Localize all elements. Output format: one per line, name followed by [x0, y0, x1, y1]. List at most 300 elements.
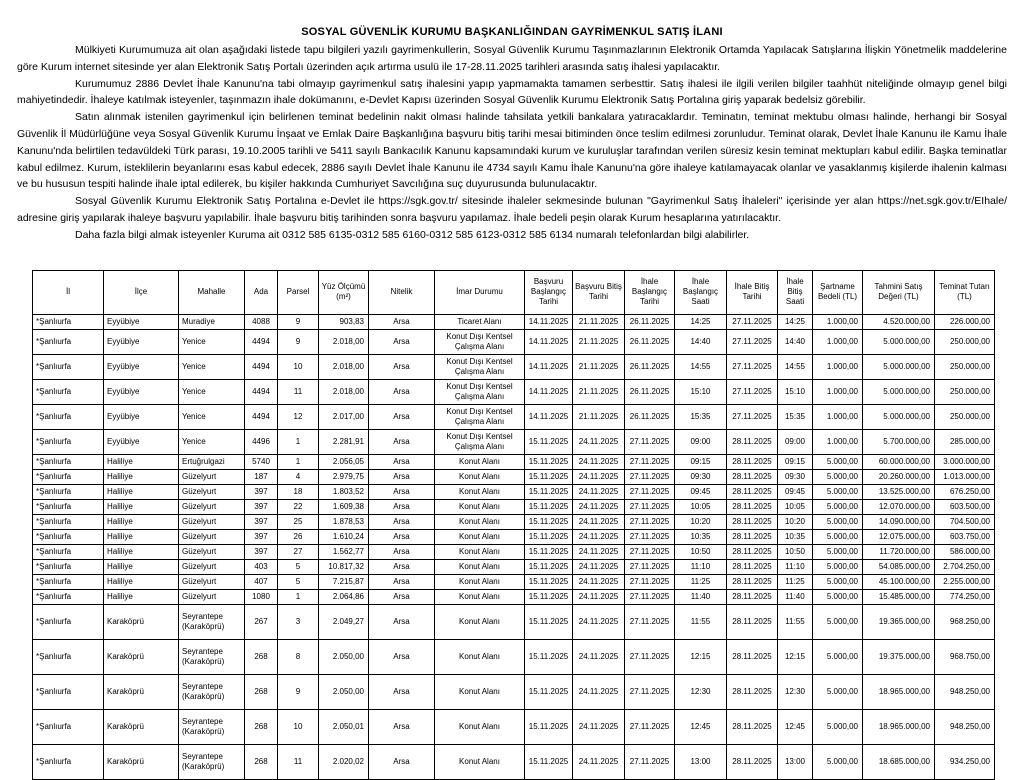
table-cell: 27	[278, 544, 319, 559]
table-cell: 27.11.2025	[727, 379, 778, 404]
table-cell: 268	[245, 674, 278, 709]
table-cell: Yenice	[179, 329, 245, 354]
table-cell: 5.000,00	[813, 559, 863, 574]
table-cell: 187	[245, 469, 278, 484]
table-cell: 397	[245, 544, 278, 559]
table-cell: 28.11.2025	[727, 709, 778, 744]
table-row	[33, 404, 995, 429]
table-cell: *Şanlıurfa	[33, 559, 104, 574]
table-cell: 704.500,00	[935, 514, 995, 529]
table-cell: 26.11.2025	[625, 379, 675, 404]
table-cell: 12.075.000,00	[863, 529, 935, 544]
table-cell: 1	[278, 454, 319, 469]
table-cell: Güzelyurt	[179, 559, 245, 574]
table-cell: 15.11.2025	[525, 499, 573, 514]
table-cell: 27.11.2025	[625, 709, 675, 744]
table-cell: Arsa	[369, 404, 435, 429]
table-cell: 285.000,00	[935, 429, 995, 454]
table-cell: 21.11.2025	[573, 404, 625, 429]
table-cell: Güzelyurt	[179, 514, 245, 529]
table-cell: Arsa	[369, 484, 435, 499]
table-cell: 5.000.000,00	[863, 354, 935, 379]
table-cell: 28.11.2025	[727, 544, 778, 559]
table-cell: 5.000.000,00	[863, 404, 935, 429]
table-cell: 15.11.2025	[525, 604, 573, 639]
table-cell: 27.11.2025	[625, 589, 675, 604]
table-cell: 28.11.2025	[727, 574, 778, 589]
table-cell: 268	[245, 709, 278, 744]
table-cell: 774.250,00	[935, 589, 995, 604]
table-cell: Konut Alanı	[435, 544, 525, 559]
table-cell: 10:05	[675, 499, 727, 514]
table-cell: 10:20	[778, 514, 813, 529]
table-cell: 18.685.000,00	[863, 744, 935, 779]
table-cell: 27.11.2025	[625, 529, 675, 544]
col-header-parsel: Parsel	[278, 270, 319, 314]
table-cell: 13:00	[675, 744, 727, 779]
table-cell: *Şanlıurfa	[33, 484, 104, 499]
table-cell: *Şanlıurfa	[33, 329, 104, 354]
table-cell: 24.11.2025	[573, 574, 625, 589]
table-cell: 15.11.2025	[525, 514, 573, 529]
table-cell: 1.803,52	[319, 484, 369, 499]
table-cell: 19.365.000,00	[863, 604, 935, 639]
table-cell: 15.11.2025	[525, 469, 573, 484]
table-cell: 21.11.2025	[573, 329, 625, 354]
table-cell: 4	[278, 469, 319, 484]
table-cell: 27.11.2025	[625, 544, 675, 559]
table-cell: 26.11.2025	[625, 404, 675, 429]
table-cell: 28.11.2025	[727, 529, 778, 544]
table-cell: 24.11.2025	[573, 639, 625, 674]
table-cell: *Şanlıurfa	[33, 744, 104, 779]
table-cell: *Şanlıurfa	[33, 529, 104, 544]
table-cell: 9	[278, 329, 319, 354]
table-cell: Güzelyurt	[179, 499, 245, 514]
table-cell: Arsa	[369, 674, 435, 709]
table-cell: 14:40	[778, 329, 813, 354]
table-row	[33, 514, 995, 529]
table-cell: 11:10	[778, 559, 813, 574]
table-cell: 9	[278, 674, 319, 709]
table-cell: Haliliye	[104, 514, 179, 529]
table-row	[33, 744, 995, 779]
table-cell: *Şanlıurfa	[33, 379, 104, 404]
table-cell: 4494	[245, 329, 278, 354]
table-cell: 14:25	[778, 314, 813, 329]
table-cell: Haliliye	[104, 529, 179, 544]
table-cell: 09:00	[675, 429, 727, 454]
table-cell: 24.11.2025	[573, 589, 625, 604]
table-cell: Arsa	[369, 499, 435, 514]
col-header-ilce: İlçe	[104, 270, 179, 314]
table-cell: Konut Alanı	[435, 514, 525, 529]
table-cell: 1.562,77	[319, 544, 369, 559]
table-cell: Eyyübiye	[104, 354, 179, 379]
table-body	[33, 314, 995, 779]
table-cell: 18.965.000,00	[863, 674, 935, 709]
table-cell: 10:50	[778, 544, 813, 559]
table-cell: *Şanlıurfa	[33, 499, 104, 514]
table-cell: 13.525.000,00	[863, 484, 935, 499]
table-cell: 27.11.2025	[625, 429, 675, 454]
table-cell: 28.11.2025	[727, 514, 778, 529]
table-cell: *Şanlıurfa	[33, 514, 104, 529]
table-cell: *Şanlıurfa	[33, 544, 104, 559]
table-cell: 25	[278, 514, 319, 529]
table-cell: 5.000,00	[813, 469, 863, 484]
table-cell: 09:30	[675, 469, 727, 484]
table-cell: 28.11.2025	[727, 639, 778, 674]
table-cell: 5740	[245, 454, 278, 469]
table-cell: Arsa	[369, 639, 435, 674]
table-cell: 14:40	[675, 329, 727, 354]
table-cell: 11:55	[675, 604, 727, 639]
table-cell: Konut Alanı	[435, 574, 525, 589]
table-cell: Haliliye	[104, 559, 179, 574]
table-cell: Konut Alanı	[435, 744, 525, 779]
table-cell: Arsa	[369, 514, 435, 529]
table-row	[33, 379, 995, 404]
col-header-nitelik: Nitelik	[369, 270, 435, 314]
table-cell: 5.000,00	[813, 529, 863, 544]
table-cell: 11:10	[675, 559, 727, 574]
table-cell: 14.11.2025	[525, 314, 573, 329]
table-cell: 11:25	[778, 574, 813, 589]
table-cell: 15.11.2025	[525, 674, 573, 709]
col-header-ada: Ada	[245, 270, 278, 314]
col-header-imar-durumu: İmar Durumu	[435, 270, 525, 314]
table-cell: 1.013.000,00	[935, 469, 995, 484]
table-cell: *Şanlıurfa	[33, 354, 104, 379]
table-cell: 7.215,87	[319, 574, 369, 589]
table-cell: Eyyübiye	[104, 314, 179, 329]
table-cell: 21.11.2025	[573, 354, 625, 379]
table-cell: *Şanlıurfa	[33, 604, 104, 639]
table-cell: Karaköprü	[104, 744, 179, 779]
property-sale-table	[32, 270, 995, 780]
table-cell: 403	[245, 559, 278, 574]
table-cell: 5	[278, 559, 319, 574]
col-header-ihale-bitis-saati: İhale Bitiş Saati	[778, 270, 813, 314]
table-cell: 5.000.000,00	[863, 329, 935, 354]
table-cell: 15.11.2025	[525, 559, 573, 574]
table-cell: 1	[278, 589, 319, 604]
table-cell: 268	[245, 639, 278, 674]
table-cell: 1.000,00	[813, 404, 863, 429]
table-cell: 1.610,24	[319, 529, 369, 544]
table-row	[33, 499, 995, 514]
table-cell: 24.11.2025	[573, 559, 625, 574]
table-row	[33, 639, 995, 674]
table-cell: 27.11.2025	[625, 639, 675, 674]
table-cell: 968.250,00	[935, 604, 995, 639]
table-cell: 15.11.2025	[525, 544, 573, 559]
table-cell: Karaköprü	[104, 604, 179, 639]
table-cell: 5.000,00	[813, 674, 863, 709]
table-cell: 24.11.2025	[573, 429, 625, 454]
table-cell: 27.11.2025	[727, 314, 778, 329]
table-cell: 27.11.2025	[625, 604, 675, 639]
table-cell: Konut Alanı	[435, 604, 525, 639]
table-cell: Arsa	[369, 559, 435, 574]
table-cell: 27.11.2025	[625, 574, 675, 589]
table-cell: 24.11.2025	[573, 709, 625, 744]
paragraph-disclaimer: Kurumumuz 2886 Devlet İhale Kanunu'na tabi olmayıp gayrimenkul satış ihalesini yapıp yapmamakta tamamen serbesttir. Satış ihalesi ile ilgili verilen bilgiler taahhüt niteliğinde olmayıp genel bilgi mahiyetindedir. İhaleye katılmak isteyenler, taşınmazın ihale dokümanını, e-Devlet Kapısı üzerinden Sosyal Güvenlik Kurumu Elektronik Satış Portalına giriş yaparak bedelsiz görebilir.	[17, 77, 1007, 107]
table-row	[33, 574, 995, 589]
table-row	[33, 604, 995, 639]
table-cell: 28.11.2025	[727, 454, 778, 469]
table-cell: Arsa	[369, 354, 435, 379]
col-header-ihale-baslangic-tarihi: İhale Başlangıç Tarihi	[625, 270, 675, 314]
table-cell: Güzelyurt	[179, 484, 245, 499]
table-cell: Konut Alanı	[435, 454, 525, 469]
table-cell: 5.000,00	[813, 709, 863, 744]
table-cell: 15.11.2025	[525, 484, 573, 499]
table-cell: 676.250,00	[935, 484, 995, 499]
table-cell: 2.050,00	[319, 639, 369, 674]
table-cell: 9	[278, 314, 319, 329]
table-cell: 4494	[245, 404, 278, 429]
table-cell: 8	[278, 639, 319, 674]
paragraph-application: Sosyal Güvenlik Kurumu Elektronik Satış Portalına e-Devlet ile https://sgk.gov.tr/ sitesinde ihaleler sekmesinde bulunan "Gayrimenkul Satış İhaleleri" içerisinde yer alan https://net.sgk.gov.tr/EIhale/ adresine giriş yapılarak ihaleye başvuru yapılabilir. İhale başvuru bitiş tarihinden sonra başvuru yapılamaz. İhale bedeli peşin olarak Kurum hesaplarına yatırılacaktır.	[17, 195, 1007, 224]
table-header-row	[33, 270, 995, 314]
table-row	[33, 544, 995, 559]
table-cell: 4494	[245, 354, 278, 379]
table-cell: 10:05	[778, 499, 813, 514]
table-cell: 09:45	[675, 484, 727, 499]
table-cell: 15:10	[675, 379, 727, 404]
table-cell: 15.11.2025	[525, 574, 573, 589]
table-cell: 948.250,00	[935, 674, 995, 709]
table-cell: 2.049,27	[319, 604, 369, 639]
table-cell: 09:15	[675, 454, 727, 469]
table-cell: 15.11.2025	[525, 454, 573, 469]
table-cell: 586.000,00	[935, 544, 995, 559]
table-cell: Haliliye	[104, 499, 179, 514]
table-cell: Arsa	[369, 469, 435, 484]
table-row	[33, 469, 995, 484]
table-cell: 1.000,00	[813, 329, 863, 354]
table-row	[33, 429, 995, 454]
table-cell: 268	[245, 744, 278, 779]
table-row	[33, 559, 995, 574]
table-cell: Arsa	[369, 454, 435, 469]
table-cell: 2.056,05	[319, 454, 369, 469]
table-cell: 13:00	[778, 744, 813, 779]
table-cell: 28.11.2025	[727, 429, 778, 454]
table-cell: Konut Alanı	[435, 709, 525, 744]
table-cell: Arsa	[369, 709, 435, 744]
table-cell: 397	[245, 484, 278, 499]
table-cell: Yenice	[179, 354, 245, 379]
table-cell: 15.11.2025	[525, 429, 573, 454]
table-cell: 28.11.2025	[727, 744, 778, 779]
table-cell: *Şanlıurfa	[33, 709, 104, 744]
table-cell: 60.000.000,00	[863, 454, 935, 469]
table-cell: 2.979,75	[319, 469, 369, 484]
table-cell: 397	[245, 499, 278, 514]
table-cell: 12	[278, 404, 319, 429]
table-cell: 27.11.2025	[625, 514, 675, 529]
col-header-teminat-tutari: Teminat Tutarı (TL)	[935, 270, 995, 314]
table-cell: 5.000.000,00	[863, 379, 935, 404]
table-cell: 14:55	[675, 354, 727, 379]
table-cell: *Şanlıurfa	[33, 574, 104, 589]
table-cell: 5.000,00	[813, 744, 863, 779]
table-cell: 24.11.2025	[573, 604, 625, 639]
table-cell: *Şanlıurfa	[33, 429, 104, 454]
table-cell: 3.000.000,00	[935, 454, 995, 469]
table-cell: Haliliye	[104, 574, 179, 589]
table-cell: 27.11.2025	[625, 744, 675, 779]
document-title: SOSYAL GÜVENLİK KURUMU BAŞKANLIĞINDAN GAYRİMENKUL SATIŞ İLANI	[301, 26, 723, 38]
table-cell: 18	[278, 484, 319, 499]
table-cell: Ertuğrulgazi	[179, 454, 245, 469]
table-cell: 24.11.2025	[573, 499, 625, 514]
table-row	[33, 354, 995, 379]
table-cell: Konut Alanı	[435, 674, 525, 709]
table-cell: 24.11.2025	[573, 469, 625, 484]
table-cell: 24.11.2025	[573, 484, 625, 499]
table-cell: Konut Alanı	[435, 529, 525, 544]
table-cell: 2.281,91	[319, 429, 369, 454]
table-cell: 27.11.2025	[625, 499, 675, 514]
table-cell: Konut Alanı	[435, 484, 525, 499]
col-header-yuz-olcumu: Yüz Ölçümü (m²)	[319, 270, 369, 314]
table-row	[33, 454, 995, 469]
col-header-sartname-bedeli: Şartname Bedeli (TL)	[813, 270, 863, 314]
table-cell: 28.11.2025	[727, 499, 778, 514]
table-cell: 5.000,00	[813, 604, 863, 639]
table-cell: 2.017,00	[319, 404, 369, 429]
table-cell: 397	[245, 529, 278, 544]
table-cell: 10.817,32	[319, 559, 369, 574]
table-cell: 226.000,00	[935, 314, 995, 329]
table-cell: 15.11.2025	[525, 589, 573, 604]
table-cell: 10	[278, 354, 319, 379]
table-cell: Ticaret Alanı	[435, 314, 525, 329]
table-cell: 28.11.2025	[727, 589, 778, 604]
table-cell: 14.11.2025	[525, 404, 573, 429]
table-cell: 26.11.2025	[625, 354, 675, 379]
table-cell: Arsa	[369, 379, 435, 404]
table-cell: 250.000,00	[935, 379, 995, 404]
table-row	[33, 674, 995, 709]
table-cell: 603.750,00	[935, 529, 995, 544]
table-row	[33, 709, 995, 744]
table-cell: 24.11.2025	[573, 544, 625, 559]
table-cell: 14:25	[675, 314, 727, 329]
table-cell: Konut Dışı Kentsel Çalışma Alanı	[435, 354, 525, 379]
table-cell: 1	[278, 429, 319, 454]
table-cell: 24.11.2025	[573, 744, 625, 779]
table-cell: 28.11.2025	[727, 559, 778, 574]
table-cell: 250.000,00	[935, 354, 995, 379]
table-cell: 14:55	[778, 354, 813, 379]
table-cell: 24.11.2025	[573, 529, 625, 544]
table-cell: 45.100.000,00	[863, 574, 935, 589]
table-cell: Seyrantepe (Karaköprü)	[179, 674, 245, 709]
table-cell: Yenice	[179, 429, 245, 454]
paragraph-contact: Daha fazla bilgi almak isteyenler Kuruma ait 0312 585 6135-0312 585 6160-0312 585 6123-0312 585 6134 numaralı telefonlardan bilgi alabilirler.	[75, 228, 750, 241]
table-cell: 15.11.2025	[525, 744, 573, 779]
table-cell: Seyrantepe (Karaköprü)	[179, 639, 245, 674]
table-cell: 250.000,00	[935, 329, 995, 354]
table-cell: Konut Alanı	[435, 499, 525, 514]
table-cell: 09:30	[778, 469, 813, 484]
table-cell: *Şanlıurfa	[33, 639, 104, 674]
table-cell: 2.704.250,00	[935, 559, 995, 574]
table-cell: Konut Alanı	[435, 559, 525, 574]
table-cell: Seyrantepe (Karaköprü)	[179, 709, 245, 744]
table-cell: 12:30	[675, 674, 727, 709]
table-cell: 09:15	[778, 454, 813, 469]
table-cell: 5.000,00	[813, 454, 863, 469]
table-cell: 2.020,02	[319, 744, 369, 779]
table-cell: Haliliye	[104, 454, 179, 469]
table-cell: 5.700.000,00	[863, 429, 935, 454]
table-cell: Arsa	[369, 529, 435, 544]
table-cell: Arsa	[369, 329, 435, 354]
table-cell: Güzelyurt	[179, 469, 245, 484]
table-cell: 54.085.000,00	[863, 559, 935, 574]
table-cell: 10:35	[675, 529, 727, 544]
table-cell: *Şanlıurfa	[33, 674, 104, 709]
table-cell: Eyyübiye	[104, 329, 179, 354]
table-cell: 27.11.2025	[625, 484, 675, 499]
table-cell: 2.050,00	[319, 674, 369, 709]
col-header-basvuru-bitis-tarihi: Başvuru Bitiş Tarihi	[573, 270, 625, 314]
table-cell: 4.520.000,00	[863, 314, 935, 329]
table-cell: Seyrantepe (Karaköprü)	[179, 604, 245, 639]
table-cell: Konut Dışı Kentsel Çalışma Alanı	[435, 329, 525, 354]
table-cell: 1.878,53	[319, 514, 369, 529]
table-cell: 15.11.2025	[525, 639, 573, 674]
table-cell: 1.000,00	[813, 379, 863, 404]
col-header-ihale-bitis-tarihi: İhale Bitiş Tarihi	[727, 270, 778, 314]
table-cell: 1.000,00	[813, 429, 863, 454]
table-cell: 24.11.2025	[573, 514, 625, 529]
table-cell: *Şanlıurfa	[33, 314, 104, 329]
table-row	[33, 529, 995, 544]
table-cell: 28.11.2025	[727, 604, 778, 639]
table-cell: 397	[245, 514, 278, 529]
table-cell: 27.11.2025	[625, 454, 675, 469]
col-header-ihale-baslangic-saati: İhale Başlangıç Saati	[675, 270, 727, 314]
table-cell: Seyrantepe (Karaköprü)	[179, 744, 245, 779]
table-cell: 934.250,00	[935, 744, 995, 779]
table-cell: 5.000,00	[813, 484, 863, 499]
table-cell: 12:15	[778, 639, 813, 674]
table-cell: 15:35	[778, 404, 813, 429]
table-cell: 1.000,00	[813, 354, 863, 379]
table-cell: 26.11.2025	[625, 329, 675, 354]
table-cell: 09:45	[778, 484, 813, 499]
table-cell: 27.11.2025	[625, 469, 675, 484]
table-cell: 2.050,01	[319, 709, 369, 744]
table-cell: 14.11.2025	[525, 329, 573, 354]
table-cell: 11.720.000,00	[863, 544, 935, 559]
table-cell: 10	[278, 709, 319, 744]
table-cell: 2.255.000,00	[935, 574, 995, 589]
table-cell: 14.11.2025	[525, 354, 573, 379]
table-row	[33, 484, 995, 499]
table-cell: 10:20	[675, 514, 727, 529]
paragraph-intro: Mülkiyeti Kurumumuza ait olan aşağıdaki listede tapu bilgileri yazılı gayrimenkullerin, Sosyal Güvenlik Kurumu Taşınmazlarının Elektronik Ortamda Yapılacak Satışlarına İlişkin Yönetmelik maddelerine göre Kurum internet sitesinde yer alan Elektronik Satış Portalı üzerinden açık artırma usulü ile 17-28.11.2025 tarihleri arasında satış ihalesi yapılacaktır.	[17, 44, 1007, 73]
table-cell: Haliliye	[104, 589, 179, 604]
table-cell: 12:30	[778, 674, 813, 709]
